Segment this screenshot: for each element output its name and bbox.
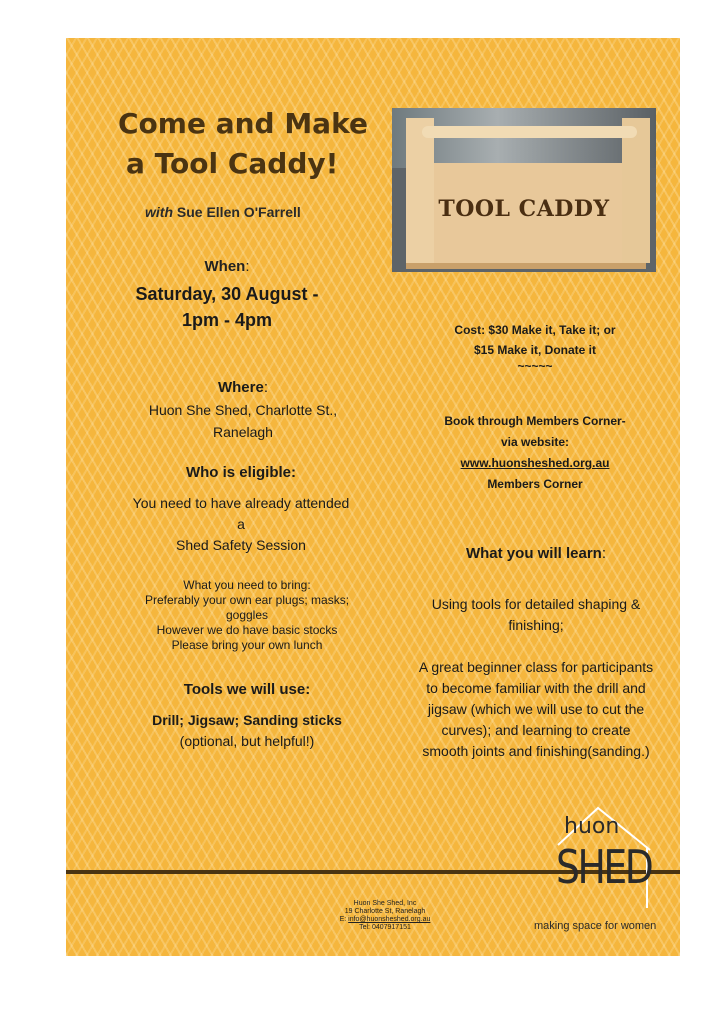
bring-line-3: However we do have basic stocks — [156, 623, 338, 637]
tools-section — [122, 679, 372, 752]
eligible-line-3: Shed Safety Session — [176, 537, 306, 553]
learn-p2-line-5: smooth joints and finishing(sanding.) — [422, 743, 650, 759]
booking-section — [410, 411, 660, 495]
footer-email-line: E: info@huonsheshed.org.au — [339, 916, 431, 923]
where-heading: Where: — [217, 379, 268, 396]
logo-word-2: SHED — [556, 840, 652, 894]
booking-line-2: via website: — [500, 435, 570, 449]
learn-p2-line-4: curves); and learning to create — [441, 722, 631, 738]
when-section — [102, 258, 352, 333]
website-link[interactable]: www.huonsheshed.org.au — [460, 456, 610, 470]
presenter — [145, 204, 301, 220]
eligible-section — [116, 462, 366, 556]
learn-p2-line-1: A great beginner class for participants — [418, 659, 654, 675]
presenter-name: Sue Ellen O'Farrell — [176, 204, 301, 220]
page-title — [118, 104, 368, 184]
where-section — [118, 377, 368, 443]
eligible-line-2: a — [237, 516, 245, 532]
footer-address: 19 Charlotte St, Ranelagh — [344, 908, 426, 915]
bring-line-2: goggles — [225, 608, 269, 622]
tools-list: Drill; Jigsaw; Sanding sticks — [152, 712, 342, 728]
cost-line-1: Cost: $30 Make it, Take it; or — [454, 323, 616, 337]
presenter-prefix: with — [145, 204, 173, 220]
footer-tel: Tel: 0407917151 — [359, 924, 411, 931]
learn-p2-line-3: jigsaw (which we will use to cut the — [427, 701, 645, 717]
footer-org: Huon She Shed, Inc — [353, 900, 417, 907]
huon-she-shed-logo — [534, 800, 670, 940]
learn-p1-line-1: Using tools for detailed shaping & — [431, 596, 641, 612]
footer-email-link[interactable]: info@huonsheshed.org.au — [348, 916, 431, 923]
tools-note: (optional, but helpful!) — [179, 733, 315, 749]
event-date: Saturday, 30 August - — [135, 284, 319, 304]
learn-section — [386, 543, 686, 762]
learn-p1-line-2: finishing; — [508, 617, 564, 633]
event-time: 1pm - 4pm — [181, 310, 273, 330]
footer-contact — [310, 900, 460, 932]
learn-p2-line-2: to become familiar with the drill and — [426, 680, 646, 696]
tools-heading: Tools we will use: — [183, 681, 311, 698]
logo-word-1: huon — [564, 814, 620, 839]
logo-tagline: making space for women — [534, 920, 657, 932]
eligible-heading: Who is eligible: — [185, 464, 296, 481]
bring-line-1: Preferably your own ear plugs; masks; — [144, 593, 350, 607]
cost-line-3: ~~~~~ — [517, 359, 553, 373]
booking-line-4: Members Corner — [487, 477, 583, 491]
eligible-line-1: You need to have already attended — [132, 495, 350, 511]
when-heading: When: — [204, 258, 250, 275]
cost-line-2: $15 Make it, Donate it — [473, 343, 597, 357]
title-line-2: a Tool Caddy! — [126, 147, 339, 180]
photo-label: TOOL CADDY — [438, 196, 610, 222]
learn-heading: What you will learn: — [465, 545, 607, 562]
bring-heading: What you need to bring: — [183, 578, 311, 592]
title-line-1: Come and Make — [118, 107, 368, 140]
bring-line-4: Please bring your own lunch — [171, 638, 323, 652]
where-line-1: Huon She Shed, Charlotte St., — [148, 402, 338, 418]
booking-line-1: Book through Members Corner- — [444, 414, 626, 428]
bring-section — [122, 578, 372, 653]
where-line-2: Ranelagh — [213, 424, 273, 440]
cost-section — [410, 320, 660, 372]
tool-caddy-photo — [392, 108, 656, 272]
